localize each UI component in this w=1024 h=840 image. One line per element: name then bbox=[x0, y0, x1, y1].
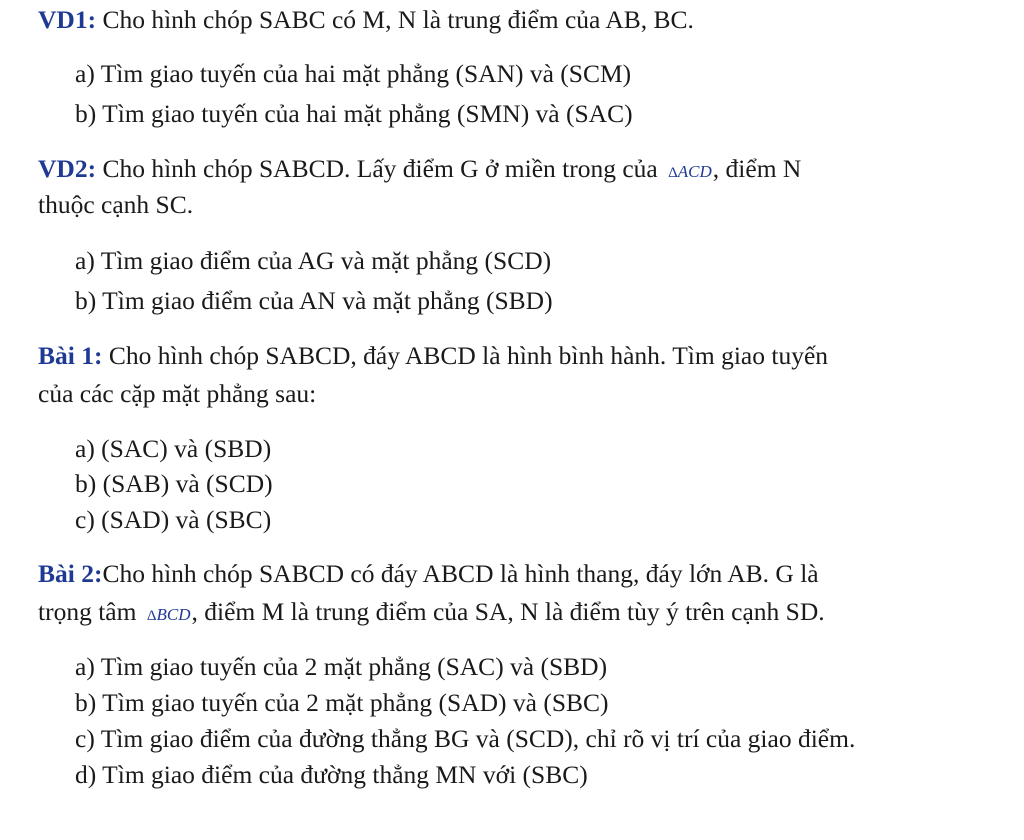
bai2-statement bbox=[38, 557, 819, 591]
vd2-item-b: b) Tìm giao điểm của AN và mặt phẳng (SBD) bbox=[75, 286, 553, 315]
triangle-icon: Δ bbox=[146, 608, 157, 624]
vd1-item-a: a) Tìm giao tuyến của hai mặt phẳng (SAN) và (SCM) bbox=[75, 59, 632, 88]
bai2-item-c: c) Tìm giao điểm của đường thẳng BG và (SCD), chỉ rõ vị trí của giao điểm. bbox=[75, 724, 856, 753]
bai1-item-b: b) (SAB) và (SCD) bbox=[75, 469, 273, 498]
bai1-statement bbox=[38, 339, 828, 373]
triangle-icon: Δ bbox=[668, 165, 678, 181]
bai1-text: Cho hình chóp SABCD, đáy ABCD là hình bình hành. Tìm giao tuyến bbox=[102, 341, 829, 370]
bai2-item-b: b) Tìm giao tuyến của 2 mặt phẳng (SAD) và (SBC) bbox=[75, 688, 609, 717]
bai2-item-d: d) Tìm giao điểm của đường thẳng MN với (SBC) bbox=[75, 760, 588, 789]
bai2-text-line2-before: trọng tâm bbox=[38, 597, 143, 626]
vd2-text-after: , điểm N bbox=[712, 154, 802, 183]
triangle-bcd-name: BCD bbox=[156, 605, 191, 624]
bai1-item-c: c) (SAD) và (SBC) bbox=[75, 505, 272, 534]
bai1-item-a: a) (SAC) và (SBD) bbox=[75, 434, 272, 463]
bai2-text: Cho hình chóp SABCD có đáy ABCD là hình thang, đáy lớn AB. G là bbox=[102, 559, 819, 588]
bai1-statement-line2: của các cặp mặt phẳng sau: bbox=[38, 379, 317, 408]
bai1-label: Bài 1: bbox=[38, 341, 103, 370]
vd1-statement bbox=[38, 3, 694, 37]
vd2-statement-line2: thuộc cạnh SC. bbox=[38, 190, 194, 219]
vd2-item-a: a) Tìm giao điểm của AG và mặt phẳng (SCD) bbox=[75, 246, 552, 275]
bai2-statement-line2 bbox=[38, 595, 825, 633]
vd1-label: VD1: bbox=[38, 5, 97, 34]
vd2-statement bbox=[38, 152, 801, 190]
triangle-bcd bbox=[147, 605, 191, 624]
bai2-label: Bài 2: bbox=[38, 559, 103, 588]
vd2-text-before: Cho hình chóp SABCD. Lấy điểm G ở miền trong của bbox=[96, 154, 665, 183]
vd1-text: Cho hình chóp SABC có M, N là trung điểm của AB, BC. bbox=[96, 5, 694, 34]
vd1-item-b: b) Tìm giao tuyến của hai mặt phẳng (SMN) và (SAC) bbox=[75, 99, 633, 128]
triangle-acd-name: ACD bbox=[677, 162, 712, 181]
bai2-item-a: a) Tìm giao tuyến của 2 mặt phẳng (SAC) và (SBD) bbox=[75, 652, 608, 681]
triangle-acd bbox=[668, 162, 712, 181]
vd2-label: VD2: bbox=[38, 154, 97, 183]
bai2-text-line2-after: , điểm M là trung điểm của SA, N là điểm tùy ý trên cạnh SD. bbox=[191, 597, 825, 626]
